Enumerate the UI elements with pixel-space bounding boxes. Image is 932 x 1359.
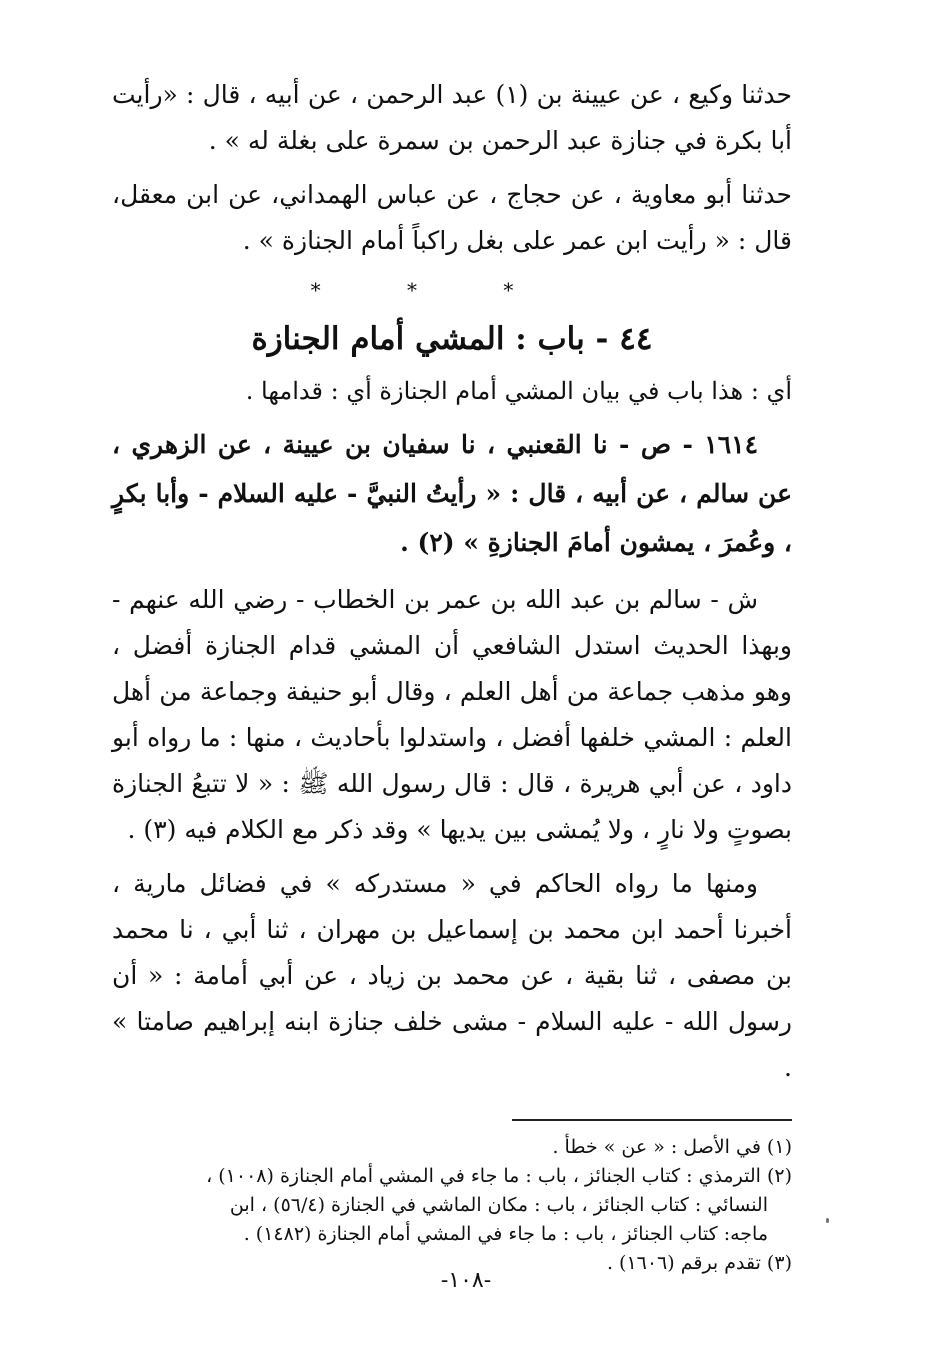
page-content	[112, 72, 792, 1278]
hadith-text: ١٦١٤ - ص - نا القعنبي ، نا سفيان بن عيينة ، عن الزهري ، عن سالم ، عن أبيه ، قال : « رأيتُ النبيَّ - عليه السلام - وأبا بكرٍ ، وعُمرَ ، يمشون أمامَ الجنازةِ » (٢) .	[112, 430, 792, 557]
footnote-2-line-3: ماجه: كتاب الجنائز ، باب : ما جاء في المشي أمام الجنازة (١٤٨٢) .	[243, 1223, 768, 1245]
commentary-paragraph-1: ش - سالم بن عبد الله بن عمر بن الخطاب - رضي الله عنهم - وبهذا الحديث استدل الشافعي أن المشي قدام الجنازة أفضل ، وهو مذهب جماعة من أهل العلم ، وقال أبو حنيفة وجماعة من أهل العلم : المشي خلفها أفضل ، واستدلوا بأحاديث ، منها : ما رواه أبو داود ، عن أبي هريرة ، قال : قال رسول الله ﷺ : « لا تتبعُ الجنازة بصوتٍ ولا نارٍ ، ولا يُمشى بين يديها » وقد ذكر مع الكلام فيه (٣) .	[112, 585, 792, 844]
footnote-3: (٣) تقدم برقم (١٦٠٦) .	[606, 1252, 792, 1274]
footnote-1: (١) في الأصل : « عن » خطأ .	[552, 1136, 792, 1158]
scan-speck	[826, 1218, 829, 1223]
page-number: -١٠٨-	[440, 1268, 492, 1293]
footnotes	[112, 1133, 792, 1278]
chapter-title: ٤٤ - باب : المشي أمام الجنازة	[251, 321, 653, 357]
footnote-2-line-1: (٢) الترمذي : كتاب الجنائز ، باب : ما جاء في المشي أمام الجنازة (١٠٠٨) ،	[206, 1165, 792, 1187]
body-paragraph-1: حدثنا وكيع ، عن عيينة بن (١) عبد الرحمن ، عن أبيه ، قال : «رأيت أبا بكرة في جنازة عبد الرحمن بن سمرة على بغلة له » .	[112, 80, 792, 155]
footnote-2-line-2: النسائي : كتاب الجنائز ، باب : مكان الماشي في الجنازة (٥٦/٤) ، ابن	[229, 1194, 768, 1216]
footnote-divider	[512, 1119, 792, 1121]
commentary-paragraph-2: ومنها ما رواه الحاكم في « مستدركه » في فضائل مارية ، أخبرنا أحمد ابن محمد بن إسماعيل بن مهران ، ثنا أبي ، نا محمد بن مصفى ، ثنا بقية ، عن محمد بن زياد ، عن أبي أمامة : « أن رسول الله - عليه السلام - مشى خلف جنازة ابنه إبراهيم صامتا » .	[112, 869, 792, 1082]
section-separator: * * *	[310, 278, 554, 302]
body-paragraph-2: حدثنا أبو معاوية ، عن حجاج ، عن عباس الهمداني، عن ابن معقل، قال : « رأيت ابن عمر على بغل راكباً أمام الجنازة » .	[112, 180, 792, 255]
chapter-intro: أي : هذا باب في بيان المشي أمام الجنازة أي : قدامها .	[245, 377, 792, 405]
